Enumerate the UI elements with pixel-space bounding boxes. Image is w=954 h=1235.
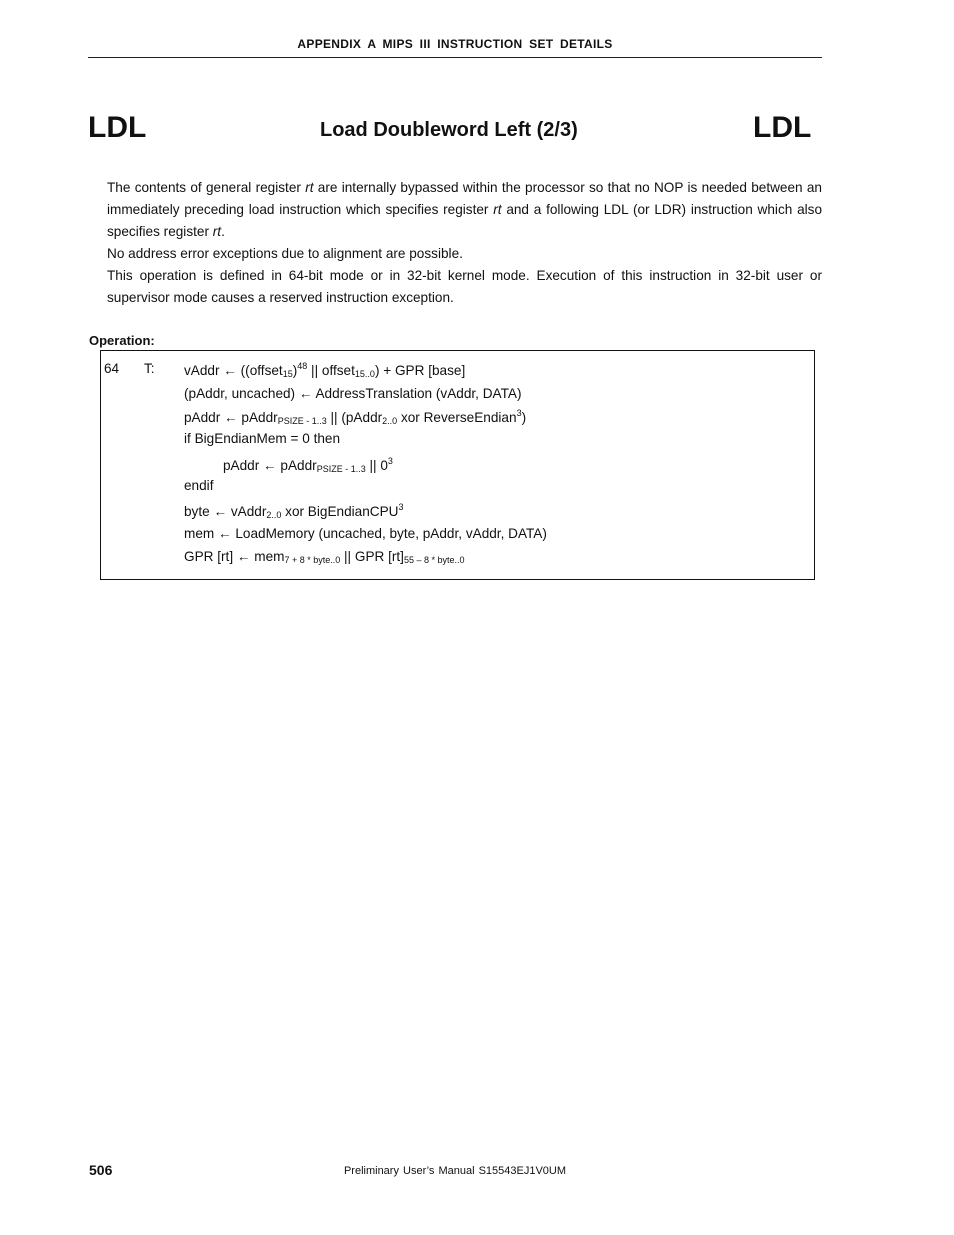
footer-text: Preliminary User’s Manual S15543EJ1V0UM: [343, 1165, 567, 1177]
description: [107, 177, 822, 309]
op-subscript: 7 + 8 * byte..0: [284, 555, 341, 565]
op-text: vAddr ← ((offset: [184, 363, 283, 378]
operation-box: [100, 350, 815, 580]
description-paragraph-3: This operation is defined in 64-bit mode or in 32-bit kernel mode. Execution of this instruction in 32-bit user or supervisor mode causes a reserved instruction exception.: [107, 268, 822, 305]
operation-line-6: endif: [184, 478, 214, 493]
op-subscript: 15: [282, 369, 293, 379]
op-subscript: PSIZE - 1..3: [277, 416, 327, 426]
register-rt: rt: [493, 202, 502, 217]
register-rt: rt: [212, 224, 222, 239]
op-text: pAddr ← pAddr: [223, 458, 317, 473]
op-subscript: PSIZE - 1..3: [316, 464, 366, 474]
op-subscript: 55 – 8 * byte..0: [403, 555, 465, 565]
operation-line-8: mem ← LoadMemory (uncached, byte, pAddr, vAddr, DATA): [184, 526, 547, 541]
op-text: ): [521, 410, 527, 425]
op-superscript: 3: [387, 456, 393, 466]
op-subscript: 15..0: [354, 369, 375, 379]
page-title: Load Doubleword Left (2/3): [320, 119, 578, 141]
op-text: || (pAddr: [326, 410, 383, 425]
op-subscript: 2..0: [382, 416, 398, 426]
operation-mode: 64: [104, 361, 120, 376]
op-text: ) + GPR [base]: [374, 363, 466, 378]
op-text: || GPR [rt]: [340, 549, 404, 564]
operation-heading: Operation:: [89, 333, 155, 348]
op-superscript: 48: [297, 361, 308, 371]
mnemonic-right: LDL: [753, 111, 812, 144]
op-text: pAddr ← pAddr: [184, 410, 278, 425]
operation-stage: T:: [144, 361, 155, 376]
operation-line-1: [184, 361, 465, 379]
text-segment: The contents of general register: [107, 180, 306, 195]
operation-line-7: [184, 502, 404, 520]
op-text: GPR [rt] ← mem: [184, 549, 285, 564]
op-text: byte ← vAddr: [184, 504, 267, 519]
mnemonic-left: LDL: [88, 111, 147, 144]
operation-line-9: [184, 549, 465, 565]
op-subscript: 2..0: [266, 510, 282, 520]
register-rt: rt: [305, 180, 314, 195]
text-segment: .: [221, 224, 225, 239]
header-divider: [88, 57, 822, 58]
text-segment: are internally bypassed within the processor so that no NOP is needed between an immediately preceding load instruction which specifies register: [107, 180, 822, 217]
op-text: xor BigEndianCPU: [281, 504, 399, 519]
operation-line-5: [223, 456, 393, 474]
op-text: ): [292, 363, 298, 378]
op-superscript: 3: [516, 408, 522, 418]
description-paragraph-2: No address error exceptions due to alignment are possible.: [107, 246, 463, 261]
description-paragraph-1: [107, 177, 822, 243]
running-header: APPENDIX A MIPS III INSTRUCTION SET DETAILS: [297, 37, 613, 51]
operation-line-2: (pAddr, uncached) ← AddressTranslation (vAddr, DATA): [184, 386, 522, 401]
op-text: || offset: [307, 363, 355, 378]
operation-line-4: if BigEndianMem = 0 then: [184, 431, 341, 446]
op-superscript: 3: [398, 502, 404, 512]
text-segment: and a following LDL (or LDR) instruction which also specifies register: [107, 202, 822, 239]
op-text: || 0: [365, 458, 388, 473]
page-number: 506: [89, 1162, 113, 1178]
operation-line-3: [184, 408, 526, 426]
op-text: xor ReverseEndian: [397, 410, 517, 425]
